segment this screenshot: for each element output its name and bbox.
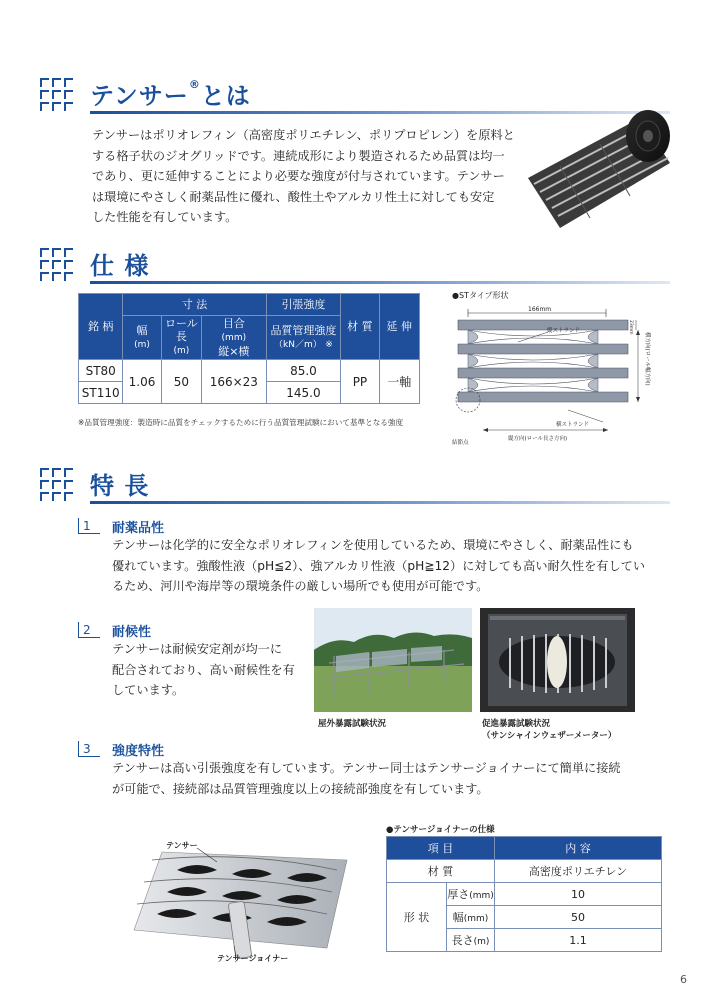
outdoor-exposure-photo xyxy=(314,608,472,712)
header-content: 内 容 xyxy=(495,837,662,860)
cross-dir-label: 横方向(ロール幅方向) xyxy=(644,332,650,386)
caption-outdoor: 屋外暴露試験状況 xyxy=(318,719,387,729)
spec-note: ※品質管理強度：製造時に品質をチェックするために行う品質管理試験において基準となる強度 xyxy=(78,418,404,427)
width-cell: 1.06 xyxy=(123,360,161,404)
section-title-about: テンサー®とは xyxy=(90,78,251,110)
spec-table xyxy=(78,293,420,404)
joiner-table xyxy=(386,836,662,952)
header-mesh: 目合 (mm) 縦×横 xyxy=(202,316,267,360)
horizontal-strand-label: 横ストランド xyxy=(556,422,590,428)
table-row xyxy=(79,360,420,382)
brand-cell: ST110 xyxy=(79,382,123,404)
shape-label-cell: 形 状 xyxy=(387,883,447,952)
dimension-name-cell: 長さ(m) xyxy=(447,929,495,952)
stretch-cell: 一軸 xyxy=(379,360,419,404)
header-qc: 品質管理強度 （kN／m） ※ xyxy=(266,316,341,360)
feature-title-3: 強度特性 xyxy=(112,744,165,759)
diagram-label: ●STタイプ形状 xyxy=(452,291,509,300)
header-brand: 銘 柄 xyxy=(79,294,123,360)
dimension-name-cell: 厚さ(mm) xyxy=(447,883,495,906)
about-paragraph: テンサーはポリオレフィン（高密度ポリエチレン、ポリプロピレン）を原料と する格子状のジオグリッドです。連続成形により製造されるため品質は均一 であり、更に延伸することにより必要な強度が付与されています。テンサー は環境にやさしく耐薬品性に優れ、酸性土やアルカリ性土に対しても安定 した性能を有しています。 xyxy=(92,128,515,224)
strength-cell: 85.0 xyxy=(266,360,341,382)
feature-number-2: 2 xyxy=(78,622,100,638)
accelerated-exposure-photo xyxy=(480,608,635,712)
grid-logo-icon xyxy=(40,468,80,502)
roll-cell: 50 xyxy=(161,360,201,404)
dimension-value-cell: 10 xyxy=(495,883,662,906)
header-tensile: 引張強度 xyxy=(266,294,341,316)
material-label-cell: 材 質 xyxy=(387,860,495,883)
joiner-label: テンサージョイナー xyxy=(217,954,289,962)
mesh-cell: 166×23 xyxy=(202,360,267,404)
table-row xyxy=(387,860,662,883)
section-title-features: 特 長 xyxy=(90,472,150,500)
dimension-value-cell: 1.1 xyxy=(495,929,662,952)
brand-cell: ST80 xyxy=(79,360,123,382)
grid-logo-icon xyxy=(40,248,80,282)
section-title-spec: 仕 様 xyxy=(90,252,150,280)
long-dir-label: 縦方向(ロール長さ方向) xyxy=(508,436,568,442)
dimension-value-cell: 50 xyxy=(495,906,662,929)
node-label: 結節点 xyxy=(452,440,469,446)
header-item: 項 目 xyxy=(387,837,495,860)
header-stretch: 延 伸 xyxy=(379,294,419,360)
feature-number-3: 3 xyxy=(78,741,100,757)
section-rule xyxy=(90,281,670,284)
dim-166-label: 166mm xyxy=(528,306,552,313)
feature-text-1: テンサーは化学的に安全なポリオレフィンを使用しているため、環境にやさしく、耐薬品性にも 優れています。強酸性液（pH≦2）、強アルカリ性液（pH≧12）に対しても高い耐久性を有してい るため、河川や海岸等の環境条件の厳しい場所でも使用が可能です。 xyxy=(112,538,646,593)
vertical-strand-label: 縦ストランド xyxy=(547,328,581,334)
feature-title-1: 耐薬品性 xyxy=(112,521,165,536)
table-row xyxy=(387,883,662,906)
geogrid-roll-image xyxy=(520,108,672,233)
feature-title-2: 耐候性 xyxy=(112,625,152,640)
dimension-name-cell: 幅(mm) xyxy=(447,906,495,929)
grid-logo-icon xyxy=(40,78,80,112)
tensar-label: テンサー xyxy=(166,841,198,850)
material-cell: PP xyxy=(341,360,379,404)
header-material: 材 質 xyxy=(341,294,379,360)
feature-text-3: テンサーは高い引張強度を有しています。テンサー同士はテンサージョイナーにて簡単に接続 が可能で、接続部は品質管理強度以上の接続部強度を有しています。 xyxy=(112,761,621,796)
section-header-spec xyxy=(40,244,670,284)
caption-accelerated: 促進暴露試験状況 （サンシャインウェザーメーター） xyxy=(482,719,617,741)
dim-23-label: 23mm xyxy=(628,320,633,335)
strength-cell: 145.0 xyxy=(266,382,341,404)
section-header-features xyxy=(40,464,670,504)
st-type-diagram xyxy=(448,302,663,452)
joiner-table-label: ●テンサージョイナーの仕様 xyxy=(386,825,495,835)
header-size: 寸 法 xyxy=(123,294,266,316)
header-width: 幅 (m) xyxy=(123,316,161,360)
page-number: 6 xyxy=(680,973,687,986)
feature-text-2: テンサーは耐候安定剤が均一に 配合されており、高い耐候性を有 しています。 xyxy=(112,642,295,697)
header-roll: ロール長 (m) xyxy=(161,316,201,360)
joiner-illustration xyxy=(122,830,367,962)
feature-number-1: 1 xyxy=(78,518,100,534)
section-rule xyxy=(90,501,670,504)
material-value-cell: 高密度ポリエチレン xyxy=(495,860,662,883)
